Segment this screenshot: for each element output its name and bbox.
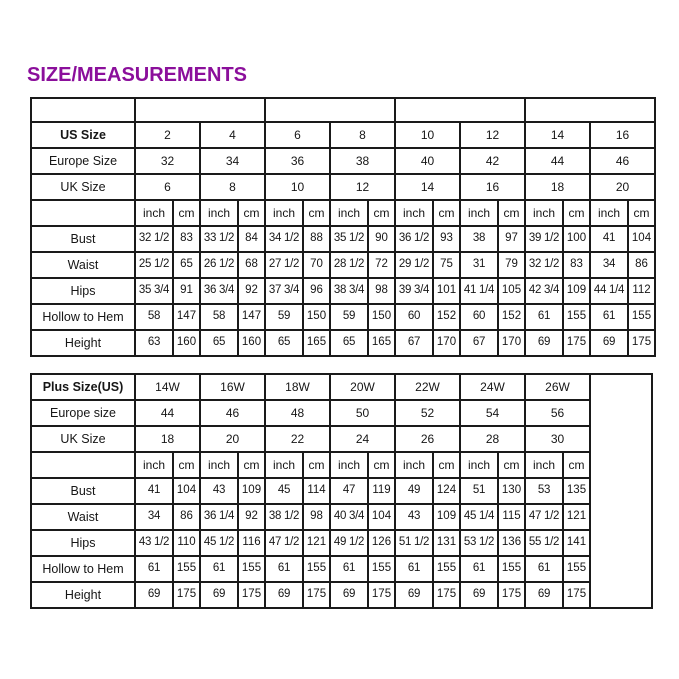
cm-value-cell: 155 (563, 304, 590, 330)
inch-value-cell: 32 1/2 (525, 252, 563, 278)
inch-value-cell: 27 1/2 (265, 252, 303, 278)
unit-inch-cell: inch (525, 200, 563, 226)
size-value-cell: 18 (135, 426, 200, 452)
size-value-cell: 20 (200, 426, 265, 452)
inch-value-cell: 43 (395, 504, 433, 530)
inch-value-cell: 69 (265, 582, 303, 608)
inch-value-cell: 53 (525, 478, 563, 504)
inch-value-cell: 47 1/2 (525, 504, 563, 530)
inch-value-cell: 69 (330, 582, 368, 608)
inch-value-cell: 39 1/2 (525, 226, 563, 252)
cm-value-cell: 147 (238, 304, 265, 330)
cm-value-cell: 114 (303, 478, 330, 504)
inch-value-cell: 51 1/2 (395, 530, 433, 556)
size-value-cell: 16 (590, 122, 655, 148)
unit-cm-cell: cm (238, 200, 265, 226)
cm-value-cell: 105 (498, 278, 525, 304)
inch-value-cell: 38 3/4 (330, 278, 368, 304)
europe-size-label: Europe Size (31, 148, 135, 174)
size-value-cell: 20W (330, 374, 395, 400)
cm-value-cell: 175 (238, 582, 265, 608)
size-value-cell: 28 (460, 426, 525, 452)
cm-value-cell: 70 (303, 252, 330, 278)
unit-cm-cell: cm (173, 200, 200, 226)
unit-inch-cell: inch (265, 200, 303, 226)
cm-value-cell: 160 (238, 330, 265, 356)
inch-value-cell: 69 (135, 582, 173, 608)
uk-size-label: UK Size (31, 174, 135, 200)
inch-value-cell: 61 (395, 556, 433, 582)
cm-value-cell: 109 (238, 478, 265, 504)
unit-inch-cell: inch (330, 200, 368, 226)
cm-value-cell: 86 (628, 252, 655, 278)
us-size-row (31, 122, 655, 148)
unit-inch-cell: inch (200, 452, 238, 478)
inch-value-cell: 40 3/4 (330, 504, 368, 530)
inch-value-cell: 69 (525, 330, 563, 356)
inch-value-cell: 26 1/2 (200, 252, 238, 278)
hollow-to-hem-row (31, 304, 655, 330)
unit-cm-cell: cm (433, 200, 460, 226)
cm-value-cell: 155 (238, 556, 265, 582)
cm-value-cell: 110 (173, 530, 200, 556)
unit-cm-cell: cm (563, 200, 590, 226)
spacer-cell (590, 374, 652, 608)
band-cell (265, 98, 395, 122)
cm-value-cell: 91 (173, 278, 200, 304)
size-value-cell: 8 (330, 122, 395, 148)
cm-value-cell: 112 (628, 278, 655, 304)
cm-value-cell: 72 (368, 252, 395, 278)
inch-value-cell: 49 1/2 (330, 530, 368, 556)
cm-value-cell: 109 (563, 278, 590, 304)
unit-row (31, 200, 655, 226)
inch-value-cell: 60 (460, 304, 498, 330)
cm-value-cell: 175 (498, 582, 525, 608)
cm-value-cell: 104 (368, 504, 395, 530)
size-value-cell: 44 (135, 400, 200, 426)
size-value-cell: 6 (135, 174, 200, 200)
size-value-cell: 22W (395, 374, 460, 400)
unit-inch-cell: inch (395, 200, 433, 226)
size-value-cell: 46 (590, 148, 655, 174)
plus-size-table (30, 373, 653, 609)
inch-value-cell: 51 (460, 478, 498, 504)
inch-value-cell: 32 1/2 (135, 226, 173, 252)
unit-cm-cell: cm (498, 200, 525, 226)
inch-value-cell: 65 (200, 330, 238, 356)
size-value-cell: 26 (395, 426, 460, 452)
size-value-cell: 56 (525, 400, 590, 426)
size-value-cell: 38 (330, 148, 395, 174)
inch-value-cell: 59 (330, 304, 368, 330)
size-value-cell: 4 (200, 122, 265, 148)
inch-value-cell: 49 (395, 478, 433, 504)
inch-value-cell: 69 (525, 582, 563, 608)
height-row (31, 330, 655, 356)
unit-row-label (31, 452, 135, 478)
cm-value-cell: 104 (628, 226, 655, 252)
inch-value-cell: 69 (395, 582, 433, 608)
cm-value-cell: 121 (303, 530, 330, 556)
unit-inch-cell: inch (265, 452, 303, 478)
size-value-cell: 24W (460, 374, 525, 400)
uk-size-label: UK Size (31, 426, 135, 452)
inch-value-cell: 61 (265, 556, 303, 582)
cm-value-cell: 155 (173, 556, 200, 582)
inch-value-cell: 61 (525, 556, 563, 582)
cm-value-cell: 150 (303, 304, 330, 330)
hips-label: Hips (31, 278, 135, 304)
cm-value-cell: 165 (368, 330, 395, 356)
cm-value-cell: 152 (498, 304, 525, 330)
cm-value-cell: 155 (563, 556, 590, 582)
inch-value-cell: 47 1/2 (265, 530, 303, 556)
cm-value-cell: 175 (628, 330, 655, 356)
cm-value-cell: 175 (303, 582, 330, 608)
size-value-cell: 50 (330, 400, 395, 426)
inch-value-cell: 61 (330, 556, 368, 582)
cm-value-cell: 101 (433, 278, 460, 304)
size-value-cell: 30 (525, 426, 590, 452)
cm-value-cell: 155 (433, 556, 460, 582)
size-value-cell: 14 (525, 122, 590, 148)
cm-value-cell: 92 (238, 504, 265, 530)
cm-value-cell: 131 (433, 530, 460, 556)
cm-value-cell: 175 (173, 582, 200, 608)
cm-value-cell: 68 (238, 252, 265, 278)
unit-inch-cell: inch (525, 452, 563, 478)
cm-value-cell: 165 (303, 330, 330, 356)
cm-value-cell: 175 (368, 582, 395, 608)
cm-value-cell: 126 (368, 530, 395, 556)
plus-size-us-row (31, 374, 652, 400)
size-value-cell: 8 (200, 174, 265, 200)
band-label-cell (31, 98, 135, 122)
cm-value-cell: 83 (173, 226, 200, 252)
size-value-cell: 20 (590, 174, 655, 200)
size-value-cell: 10 (265, 174, 330, 200)
standard-size-table-container (30, 97, 656, 357)
cm-value-cell: 97 (498, 226, 525, 252)
unit-cm-cell: cm (433, 452, 460, 478)
inch-value-cell: 61 (135, 556, 173, 582)
inch-value-cell: 47 (330, 478, 368, 504)
cm-value-cell: 88 (303, 226, 330, 252)
band-cell (525, 98, 655, 122)
size-value-cell: 34 (200, 148, 265, 174)
cm-value-cell: 155 (498, 556, 525, 582)
cm-value-cell: 119 (368, 478, 395, 504)
inch-value-cell: 58 (200, 304, 238, 330)
inch-value-cell: 41 1/4 (460, 278, 498, 304)
header-band-row (31, 98, 655, 122)
size-value-cell: 16 (460, 174, 525, 200)
cm-value-cell: 135 (563, 478, 590, 504)
inch-value-cell: 61 (460, 556, 498, 582)
size-value-cell: 54 (460, 400, 525, 426)
inch-value-cell: 35 1/2 (330, 226, 368, 252)
inch-value-cell: 34 (135, 504, 173, 530)
inch-value-cell: 31 (460, 252, 498, 278)
cm-value-cell: 104 (173, 478, 200, 504)
size-value-cell: 44 (525, 148, 590, 174)
size-value-cell: 18 (525, 174, 590, 200)
bust-label: Bust (31, 478, 135, 504)
inch-value-cell: 60 (395, 304, 433, 330)
unit-inch-cell: inch (135, 452, 173, 478)
unit-inch-cell: inch (395, 452, 433, 478)
cm-value-cell: 84 (238, 226, 265, 252)
plus-size-us-label: Plus Size(US) (31, 374, 135, 400)
cm-value-cell: 136 (498, 530, 525, 556)
band-cell (395, 98, 525, 122)
cm-value-cell: 160 (173, 330, 200, 356)
inch-value-cell: 36 1/2 (395, 226, 433, 252)
inch-value-cell: 69 (460, 582, 498, 608)
inch-value-cell: 43 (200, 478, 238, 504)
hollow-to-hem-label: Hollow to Hem (31, 556, 135, 582)
inch-value-cell: 59 (265, 304, 303, 330)
inch-value-cell: 61 (590, 304, 628, 330)
unit-row-label (31, 200, 135, 226)
unit-cm-cell: cm (498, 452, 525, 478)
cm-value-cell: 90 (368, 226, 395, 252)
inch-value-cell: 25 1/2 (135, 252, 173, 278)
inch-value-cell: 45 (265, 478, 303, 504)
size-value-cell: 12 (460, 122, 525, 148)
size-value-cell: 18W (265, 374, 330, 400)
inch-value-cell: 61 (200, 556, 238, 582)
unit-cm-cell: cm (628, 200, 655, 226)
inch-value-cell: 44 1/4 (590, 278, 628, 304)
inch-value-cell: 41 (590, 226, 628, 252)
inch-value-cell: 45 1/2 (200, 530, 238, 556)
size-value-cell: 2 (135, 122, 200, 148)
size-value-cell: 10 (395, 122, 460, 148)
cm-value-cell: 150 (368, 304, 395, 330)
size-value-cell: 40 (395, 148, 460, 174)
band-cell (135, 98, 265, 122)
inch-value-cell: 45 1/4 (460, 504, 498, 530)
europe-size-row (31, 148, 655, 174)
unit-inch-cell: inch (135, 200, 173, 226)
cm-value-cell: 175 (433, 582, 460, 608)
cm-value-cell: 170 (433, 330, 460, 356)
hips-row (31, 530, 652, 556)
uk-size-row (31, 174, 655, 200)
waist-row (31, 504, 652, 530)
unit-inch-cell: inch (200, 200, 238, 226)
cm-value-cell: 175 (563, 582, 590, 608)
standard-size-table (30, 97, 656, 357)
page-title: SIZE/MEASUREMENTS (27, 64, 248, 86)
unit-inch-cell: inch (460, 452, 498, 478)
unit-cm-cell: cm (368, 200, 395, 226)
size-value-cell: 32 (135, 148, 200, 174)
unit-inch-cell: inch (460, 200, 498, 226)
cm-value-cell: 175 (563, 330, 590, 356)
inch-value-cell: 41 (135, 478, 173, 504)
size-value-cell: 46 (200, 400, 265, 426)
size-value-cell: 16W (200, 374, 265, 400)
inch-value-cell: 35 3/4 (135, 278, 173, 304)
plus-size-table-container (30, 373, 653, 609)
cm-value-cell: 96 (303, 278, 330, 304)
inch-value-cell: 38 (460, 226, 498, 252)
inch-value-cell: 43 1/2 (135, 530, 173, 556)
cm-value-cell: 86 (173, 504, 200, 530)
inch-value-cell: 34 (590, 252, 628, 278)
us-size-label: US Size (31, 122, 135, 148)
cm-value-cell: 109 (433, 504, 460, 530)
hollow-to-hem-row (31, 556, 652, 582)
inch-value-cell: 38 1/2 (265, 504, 303, 530)
cm-value-cell: 155 (628, 304, 655, 330)
cm-value-cell: 98 (303, 504, 330, 530)
inch-value-cell: 28 1/2 (330, 252, 368, 278)
hollow-to-hem-label: Hollow to Hem (31, 304, 135, 330)
inch-value-cell: 36 3/4 (200, 278, 238, 304)
inch-value-cell: 67 (460, 330, 498, 356)
inch-value-cell: 69 (590, 330, 628, 356)
waist-label: Waist (31, 504, 135, 530)
cm-value-cell: 141 (563, 530, 590, 556)
bust-label: Bust (31, 226, 135, 252)
unit-cm-cell: cm (563, 452, 590, 478)
inch-value-cell: 42 3/4 (525, 278, 563, 304)
height-row (31, 582, 652, 608)
cm-value-cell: 83 (563, 252, 590, 278)
unit-cm-cell: cm (368, 452, 395, 478)
height-label: Height (31, 582, 135, 608)
waist-label: Waist (31, 252, 135, 278)
inch-value-cell: 63 (135, 330, 173, 356)
cm-value-cell: 115 (498, 504, 525, 530)
inch-value-cell: 33 1/2 (200, 226, 238, 252)
size-value-cell: 52 (395, 400, 460, 426)
europe-size-label: Europe size (31, 400, 135, 426)
size-value-cell: 24 (330, 426, 395, 452)
inch-value-cell: 39 3/4 (395, 278, 433, 304)
cm-value-cell: 155 (303, 556, 330, 582)
inch-value-cell: 53 1/2 (460, 530, 498, 556)
cm-value-cell: 75 (433, 252, 460, 278)
size-value-cell: 48 (265, 400, 330, 426)
inch-value-cell: 65 (330, 330, 368, 356)
cm-value-cell: 147 (173, 304, 200, 330)
cm-value-cell: 93 (433, 226, 460, 252)
inch-value-cell: 36 1/4 (200, 504, 238, 530)
cm-value-cell: 155 (368, 556, 395, 582)
cm-value-cell: 124 (433, 478, 460, 504)
height-label: Height (31, 330, 135, 356)
inch-value-cell: 69 (200, 582, 238, 608)
inch-value-cell: 61 (525, 304, 563, 330)
inch-value-cell: 67 (395, 330, 433, 356)
size-value-cell: 22 (265, 426, 330, 452)
bust-row (31, 478, 652, 504)
size-value-cell: 12 (330, 174, 395, 200)
cm-value-cell: 100 (563, 226, 590, 252)
cm-value-cell: 130 (498, 478, 525, 504)
unit-cm-cell: cm (173, 452, 200, 478)
size-value-cell: 14W (135, 374, 200, 400)
hips-row (31, 278, 655, 304)
uk-size-row (31, 426, 652, 452)
size-value-cell: 14 (395, 174, 460, 200)
unit-cm-cell: cm (303, 200, 330, 226)
unit-inch-cell: inch (590, 200, 628, 226)
cm-value-cell: 121 (563, 504, 590, 530)
inch-value-cell: 29 1/2 (395, 252, 433, 278)
unit-cm-cell: cm (303, 452, 330, 478)
hips-label: Hips (31, 530, 135, 556)
cm-value-cell: 65 (173, 252, 200, 278)
cm-value-cell: 98 (368, 278, 395, 304)
cm-value-cell: 152 (433, 304, 460, 330)
inch-value-cell: 37 3/4 (265, 278, 303, 304)
unit-cm-cell: cm (238, 452, 265, 478)
inch-value-cell: 65 (265, 330, 303, 356)
inch-value-cell: 58 (135, 304, 173, 330)
cm-value-cell: 79 (498, 252, 525, 278)
unit-inch-cell: inch (330, 452, 368, 478)
size-value-cell: 36 (265, 148, 330, 174)
cm-value-cell: 92 (238, 278, 265, 304)
inch-value-cell: 55 1/2 (525, 530, 563, 556)
size-value-cell: 6 (265, 122, 330, 148)
size-value-cell: 42 (460, 148, 525, 174)
inch-value-cell: 34 1/2 (265, 226, 303, 252)
size-value-cell: 26W (525, 374, 590, 400)
bust-row (31, 226, 655, 252)
europe-size-row (31, 400, 652, 426)
cm-value-cell: 170 (498, 330, 525, 356)
unit-row (31, 452, 652, 478)
waist-row (31, 252, 655, 278)
cm-value-cell: 116 (238, 530, 265, 556)
